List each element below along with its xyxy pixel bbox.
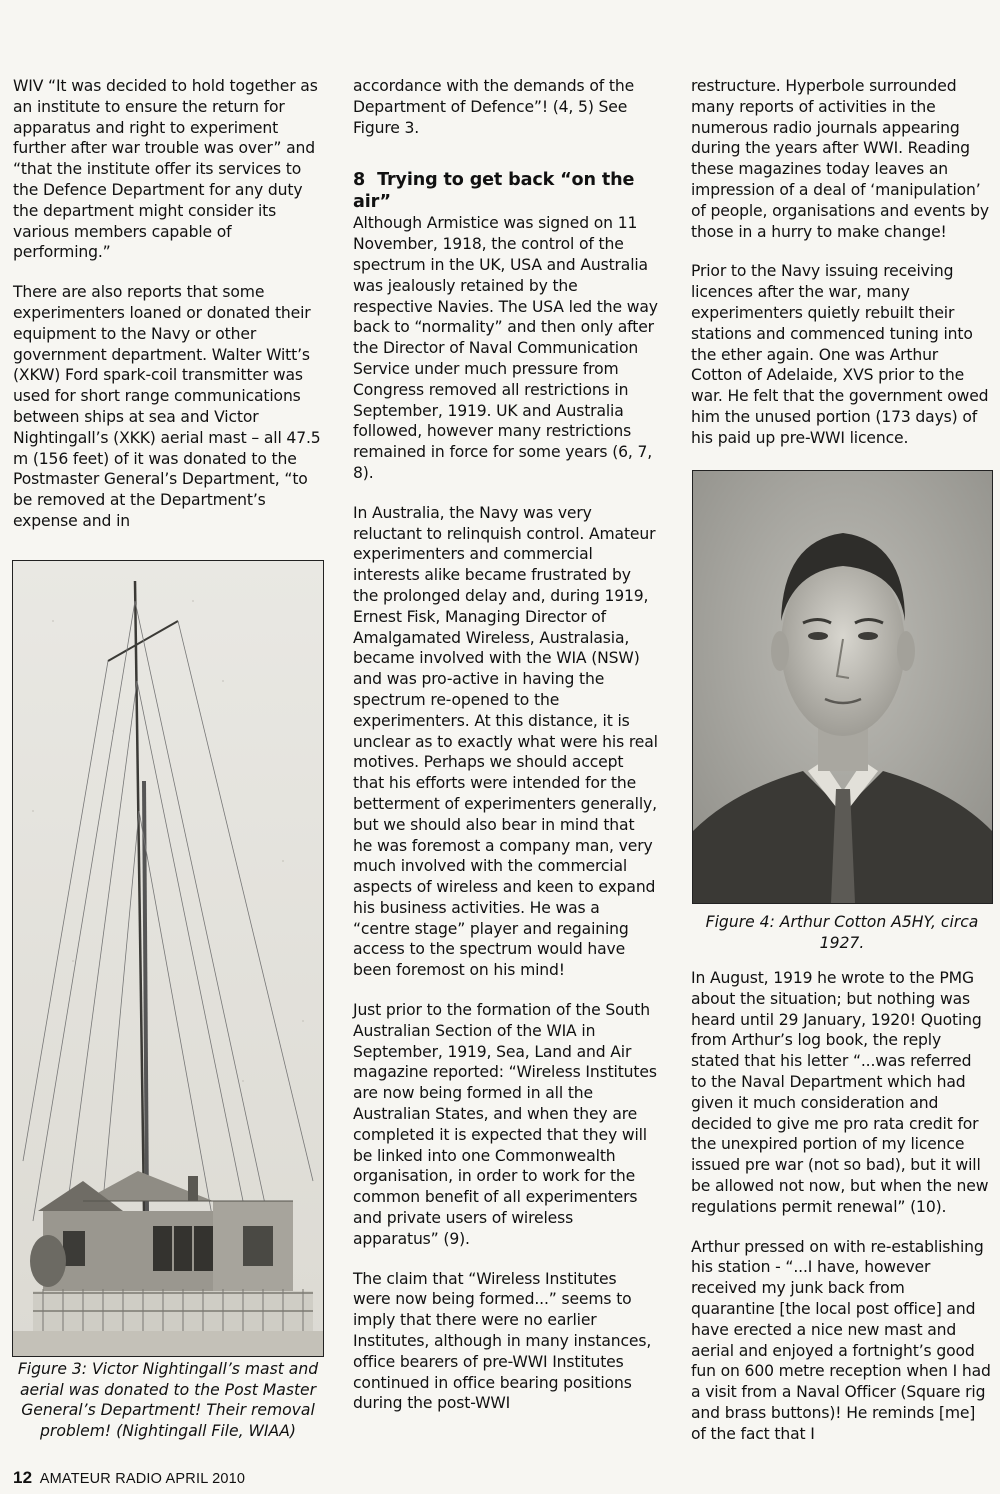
publication-title: AMATEUR RADIO APRIL 2010 [39,1471,246,1487]
page-number: 12 [13,1468,33,1487]
page-footer [13,1468,245,1488]
paragraph: Prior to the Navy issuing receiving licences after the war, many experimenters quietly rebuilt their stations and commenced tuning into the ether again. One was Arthur Cotton of Adelaide, XVS prior to the war. He felt that the government owed him the unused portion (173 days) of his paid up pre-WWI licence. [691,262,989,447]
mast-house-illustration [13,561,323,1356]
column-1 [13,76,323,551]
paragraph: In August, 1919 he wrote to the PMG about the situation; but nothing was heard until 29 January, 1920! Quoting from Arthur’s log book, the reply stated that his letter “...was referred to the Naval Department which had given it much consideration and decided to give me pro rata credit for the unexpired portion of my licence issued pre war (not so bad), but it will be allowed not now, but when the new regulations permit renewal” (10). [691,969,989,1216]
paragraph: The claim that “Wireless Institutes were now being formed...” seems to imply that there were no earlier Institutes, although in many instances, office bearers of pre-WWI Institutes continued in office bearing positions during the post-WWI [353,1269,652,1413]
paragraph: Although Armistice was signed on 11 November, 1918, the control of the spectrum in the UK, USA and Australia was jealously retained by the respective Navies. The USA led the way back to “normality” and then only after the Director of Naval Communication Service under much pressure from Congress removed all restrictions in September, 1919. UK and Australia followed, however many restrictions remained in force for some years (6, 7, 8). [353,214,658,482]
paragraph: There are also reports that some experimenters loaned or donated their equipment to the Navy or other government department. Walter Witt’s (XKW) Ford spark-coil transmitter was used for short range communications between ships at sea and Victor Nightingall’s (XKK) aerial mast – all 47.5 m (156 feet) of it was donated to the Postmaster General’s Department, “to be removed at the Department’s expense and in [13,283,321,530]
paragraph: In Australia, the Navy was very reluctant to relinquish control. Amateur experimenters and commercial interests alike became frustrated by the prolonged delay and, during 1919, Ernest Fisk, Managing Director of Amalgamated Wireless, Australasia, became involved with the WIA (NSW) and was pro-active in having the spectrum re-opened to the experimenters. At this distance, it is unclear as to exactly what were his real motives. Perhaps we should accept that his efforts were intended for the betterment of experimenters generally, but we should also bear in mind that he was foremost a company man, very much involved with the commercial aspects of wireless and keen to expand his business activities. He was a “centre stage” player and regaining access to the spectrum would have been foremost on his mind! [353,503,658,980]
column-3-continued [691,968,991,1464]
paragraph: restructure. Hyperbole surrounded many reports of activities in the numerous radio journals appearing during the years after WWI. Reading these magazines today leaves an impression of a deal of ‘manipulation’ of people, organisations and events by those in a hurry to make change! [691,77,989,241]
portrait-illustration [693,471,992,903]
paragraph: Arthur pressed on with re-establishing his station - “...I have, however received my junk back from quarantine [the local post office] and have erected a nice new mast and aerial and enjoyed a fortnight’s good fun on 600 metre reception when I had a visit from a Naval Officer (Square rig and brass buttons)! He reminds [me] of the fact that I [691,1237,991,1443]
paragraph: accordance with the demands of the Department of Defence”! (4, 5) See Figure 3. [353,77,635,137]
section-number: 8 [353,170,366,191]
figure-4-portrait-photo [692,470,993,904]
section-title: Trying to get back “on the air” [353,170,635,213]
column-2 [353,76,658,1433]
figure-4-caption: Figure 4: Arthur Cotton A5HY, circa 1927. [705,913,979,952]
paragraph: Just prior to the formation of the South Australian Section of the WIA in September, 1919, Sea, Land and Air magazine reported: “Wireless Institutes are now being formed in all the Australian States, and when they are completed it is expected that they will be linked into one Commonwealth organisation, in order to work for the common benefit of all experimenters and private users of wireless apparatus” (9). [353,1001,657,1248]
paragraph: WIV “It was decided to hold together as an institute to ensure the return for apparatus and right to experiment further after war trouble was over” and “that the institute offer its services to the Defence Department for any duty the department might consider its various members capable of performing.” [13,77,318,262]
figure-3-mast-photo [12,560,324,1357]
figure-3-caption: Figure 3: Victor Nightingall’s mast and aerial was donated to the Post Master General’s Department! Their removal problem! (Nightingall File, WIAA) [17,1360,319,1440]
section-heading [353,169,658,213]
column-3 [691,76,991,468]
